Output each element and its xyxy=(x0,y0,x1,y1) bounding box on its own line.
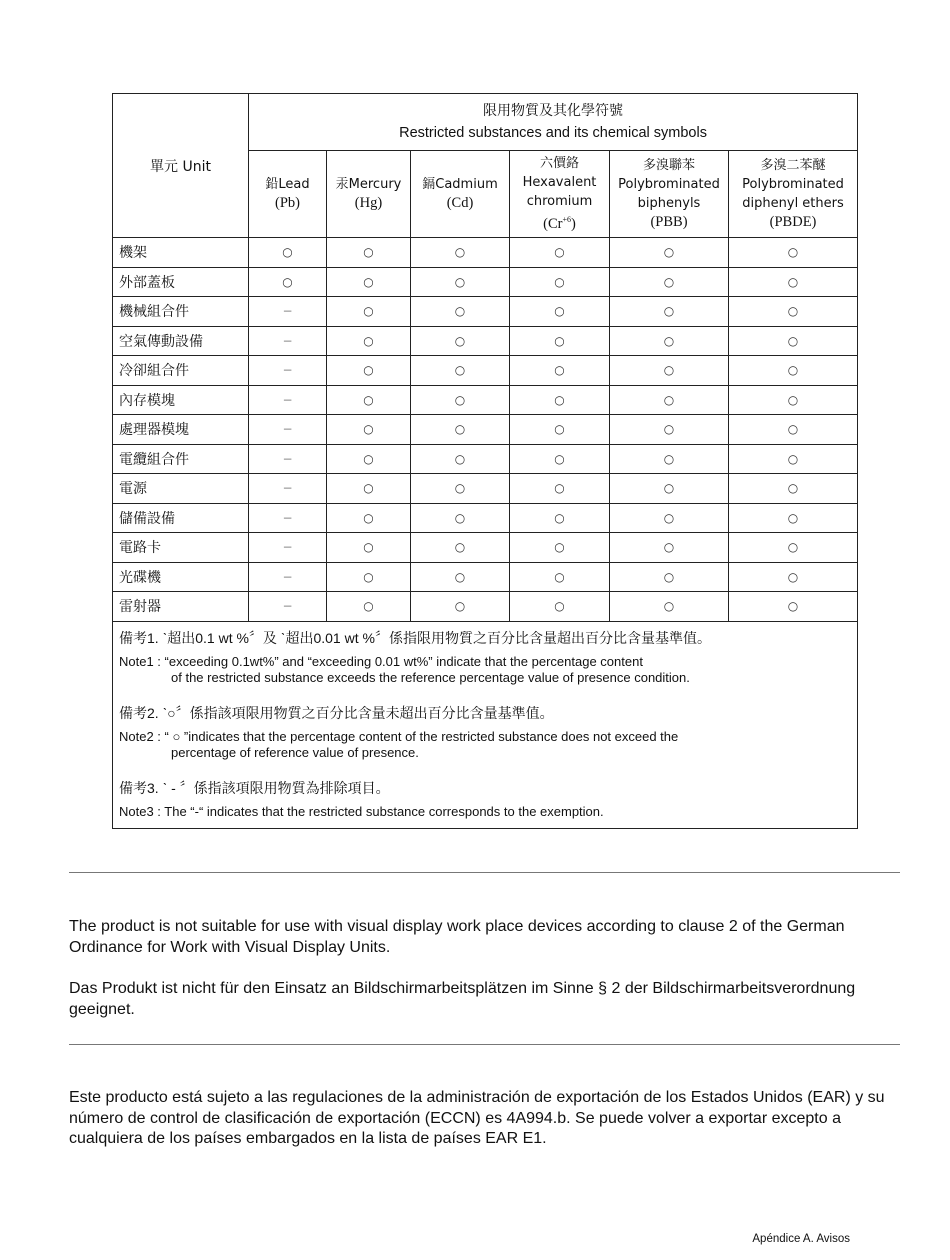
not-exceeded-mark: ○ xyxy=(327,444,411,474)
not-exceeded-mark: ○ xyxy=(729,444,858,474)
not-exceeded-mark: ○ xyxy=(610,533,729,563)
not-exceeded-mark: ○ xyxy=(327,503,411,533)
table-notes xyxy=(113,621,858,829)
exemption-mark: − xyxy=(249,415,327,445)
not-exceeded-mark: ○ xyxy=(327,267,411,297)
not-exceeded-mark: ○ xyxy=(610,326,729,356)
not-exceeded-mark: ○ xyxy=(729,238,858,268)
group-header-zh: 限用物質及其化學符號 xyxy=(483,103,624,119)
not-exceeded-mark: ○ xyxy=(411,356,510,386)
not-exceeded-mark: ○ xyxy=(729,385,858,415)
not-exceeded-mark: ○ xyxy=(327,356,411,386)
not-exceeded-mark: ○ xyxy=(729,562,858,592)
not-exceeded-mark: ○ xyxy=(411,474,510,504)
exemption-mark: − xyxy=(249,444,327,474)
not-exceeded-mark: ○ xyxy=(327,474,411,504)
not-exceeded-mark: ○ xyxy=(610,297,729,327)
not-exceeded-mark: ○ xyxy=(729,297,858,327)
not-exceeded-mark: ○ xyxy=(411,592,510,622)
table-row xyxy=(113,385,858,415)
table-row xyxy=(113,503,858,533)
not-exceeded-mark: ○ xyxy=(327,415,411,445)
rohs-substance-table xyxy=(112,93,858,829)
note-3 xyxy=(119,778,851,821)
unit-name: 光碟機 xyxy=(113,562,249,592)
note-1-en: Note1 : “exceeding 0.1wt%” and “exceeding 0.01 wt%” indicate that the percentage content of the restricted substance exceeds the reference percentage value of presence condition. xyxy=(119,653,690,685)
unit-name: 機械組合件 xyxy=(113,297,249,327)
not-exceeded-mark: ○ xyxy=(510,503,610,533)
not-exceeded-mark: ○ xyxy=(411,415,510,445)
not-exceeded-mark: ○ xyxy=(610,592,729,622)
not-exceeded-mark: ○ xyxy=(411,326,510,356)
table-row xyxy=(113,297,858,327)
note-1 xyxy=(119,628,851,687)
table-row xyxy=(113,326,858,356)
table-row xyxy=(113,238,858,268)
not-exceeded-mark: ○ xyxy=(729,415,858,445)
not-exceeded-mark: ○ xyxy=(610,444,729,474)
not-exceeded-mark: ○ xyxy=(610,474,729,504)
germany-notice-en: The product is not suitable for use with visual display work place devices according to clause 2 of the German Ordinance for Work with Visual Display Units. xyxy=(69,918,845,956)
exemption-mark: − xyxy=(249,503,327,533)
export-notice-es: Este producto está sujeto a las regulaciones de la administración de exportación de los Estados Unidos (EAR) y su número de control de clasificación de exportación (ECCN) es 4A994.b. Se puede volver a exportar excepto a cualquiera de los países embargados en la lista de países EAR E1. xyxy=(69,1089,885,1147)
not-exceeded-mark: ○ xyxy=(327,326,411,356)
unit-name: 電路卡 xyxy=(113,533,249,563)
not-exceeded-mark: ○ xyxy=(510,444,610,474)
unit-name: 電源 xyxy=(113,474,249,504)
not-exceeded-mark: ○ xyxy=(327,562,411,592)
substance-header-pbde: 多溴二苯醚 Polybrominated diphenyl ethers (PBDE) xyxy=(729,151,858,238)
note-2-en: Note2 : “ ○ ”indicates that the percentage content of the restricted substance does not exceed the percentage of reference value of presence. xyxy=(119,728,679,760)
not-exceeded-mark: ○ xyxy=(411,562,510,592)
not-exceeded-mark: ○ xyxy=(510,267,610,297)
note-3-zh: 備考3. ˋ - 〞係指該項限用物質為排除項目。 xyxy=(119,779,390,796)
not-exceeded-mark: ○ xyxy=(411,385,510,415)
not-exceeded-mark: ○ xyxy=(610,385,729,415)
unit-name: 處理器模塊 xyxy=(113,415,249,445)
section-divider xyxy=(69,872,900,873)
not-exceeded-mark: ○ xyxy=(411,297,510,327)
substance-header-lead: 鉛Lead (Pb) xyxy=(249,151,327,238)
unit-name: 儲備設備 xyxy=(113,503,249,533)
not-exceeded-mark: ○ xyxy=(327,385,411,415)
unit-name: 冷卻組合件 xyxy=(113,356,249,386)
not-exceeded-mark: ○ xyxy=(729,267,858,297)
not-exceeded-mark: ○ xyxy=(411,533,510,563)
table-row xyxy=(113,444,858,474)
group-header-en: Restricted substances and its chemical symbols xyxy=(399,125,707,141)
not-exceeded-mark: ○ xyxy=(249,267,327,297)
unit-name: 機架 xyxy=(113,238,249,268)
not-exceeded-mark: ○ xyxy=(327,238,411,268)
not-exceeded-mark: ○ xyxy=(327,533,411,563)
not-exceeded-mark: ○ xyxy=(610,267,729,297)
not-exceeded-mark: ○ xyxy=(411,503,510,533)
note-2 xyxy=(119,703,851,762)
not-exceeded-mark: ○ xyxy=(327,297,411,327)
not-exceeded-mark: ○ xyxy=(510,562,610,592)
not-exceeded-mark: ○ xyxy=(249,238,327,268)
table-row xyxy=(113,356,858,386)
note-3-en: Note3 : The “-“ indicates that the restricted substance corresponds to the exemption. xyxy=(119,803,604,819)
exemption-mark: − xyxy=(249,562,327,592)
unit-name: 外部蓋板 xyxy=(113,267,249,297)
unit-name: 空氣傳動設備 xyxy=(113,326,249,356)
substance-header-hexavalent-chromium: 六價鉻 Hexavalent chromium $(Cr^{+6})$ xyxy=(510,151,610,238)
table-row xyxy=(113,562,858,592)
not-exceeded-mark: ○ xyxy=(610,562,729,592)
not-exceeded-mark: ○ xyxy=(610,238,729,268)
substance-header-pbb: 多溴聯苯 Polybrominated biphenyls (PBB) xyxy=(610,151,729,238)
not-exceeded-mark: ○ xyxy=(729,533,858,563)
exemption-mark: − xyxy=(249,356,327,386)
not-exceeded-mark: ○ xyxy=(510,415,610,445)
not-exceeded-mark: ○ xyxy=(327,592,411,622)
note-2-zh: 備考2. ˋ○〞係指該項限用物質之百分比含量未超出百分比含量基準值。 xyxy=(119,704,554,721)
note-1-zh: 備考1. ˋ超出0.1 wt %〞及 ˋ超出0.01 wt %〞係指限用物質之百分比含量超出百分比含量基準值。 xyxy=(119,629,711,646)
not-exceeded-mark: ○ xyxy=(411,444,510,474)
not-exceeded-mark: ○ xyxy=(729,326,858,356)
page-footer: Apéndice A. Avisos xyxy=(752,1233,850,1245)
restricted-substances-header xyxy=(249,94,858,151)
germany-notice-de: Das Produkt ist nicht für den Einsatz an Bildschirmarbeitsplätzen im Sinne § 2 der Bildschirmarbeitsverordnung geeignet. xyxy=(69,980,856,1018)
not-exceeded-mark: ○ xyxy=(510,356,610,386)
not-exceeded-mark: ○ xyxy=(610,415,729,445)
not-exceeded-mark: ○ xyxy=(510,533,610,563)
not-exceeded-mark: ○ xyxy=(729,592,858,622)
table-row xyxy=(113,592,858,622)
unit-name: 內存模塊 xyxy=(113,385,249,415)
exemption-mark: − xyxy=(249,326,327,356)
not-exceeded-mark: ○ xyxy=(610,503,729,533)
rohs-table-body xyxy=(113,238,858,622)
table-row xyxy=(113,474,858,504)
table-row xyxy=(113,267,858,297)
not-exceeded-mark: ○ xyxy=(729,474,858,504)
not-exceeded-mark: ○ xyxy=(510,238,610,268)
exemption-mark: − xyxy=(249,385,327,415)
exemption-mark: − xyxy=(249,474,327,504)
exemption-mark: − xyxy=(249,533,327,563)
unit-name: 電纜組合件 xyxy=(113,444,249,474)
not-exceeded-mark: ○ xyxy=(729,503,858,533)
exemption-mark: − xyxy=(249,297,327,327)
not-exceeded-mark: ○ xyxy=(411,267,510,297)
table-row xyxy=(113,415,858,445)
substance-header-mercury: 汞Mercury (Hg) xyxy=(327,151,411,238)
substance-header-cadmium: 鎘Cadmium (Cd) xyxy=(411,151,510,238)
exemption-mark: − xyxy=(249,592,327,622)
not-exceeded-mark: ○ xyxy=(610,356,729,386)
not-exceeded-mark: ○ xyxy=(729,356,858,386)
table-row xyxy=(113,533,858,563)
not-exceeded-mark: ○ xyxy=(510,592,610,622)
unit-column-header: 單元 Unit xyxy=(113,94,249,238)
section-divider xyxy=(69,1044,900,1045)
unit-name: 雷射器 xyxy=(113,592,249,622)
not-exceeded-mark: ○ xyxy=(510,385,610,415)
not-exceeded-mark: ○ xyxy=(411,238,510,268)
not-exceeded-mark: ○ xyxy=(510,326,610,356)
not-exceeded-mark: ○ xyxy=(510,474,610,504)
not-exceeded-mark: ○ xyxy=(510,297,610,327)
